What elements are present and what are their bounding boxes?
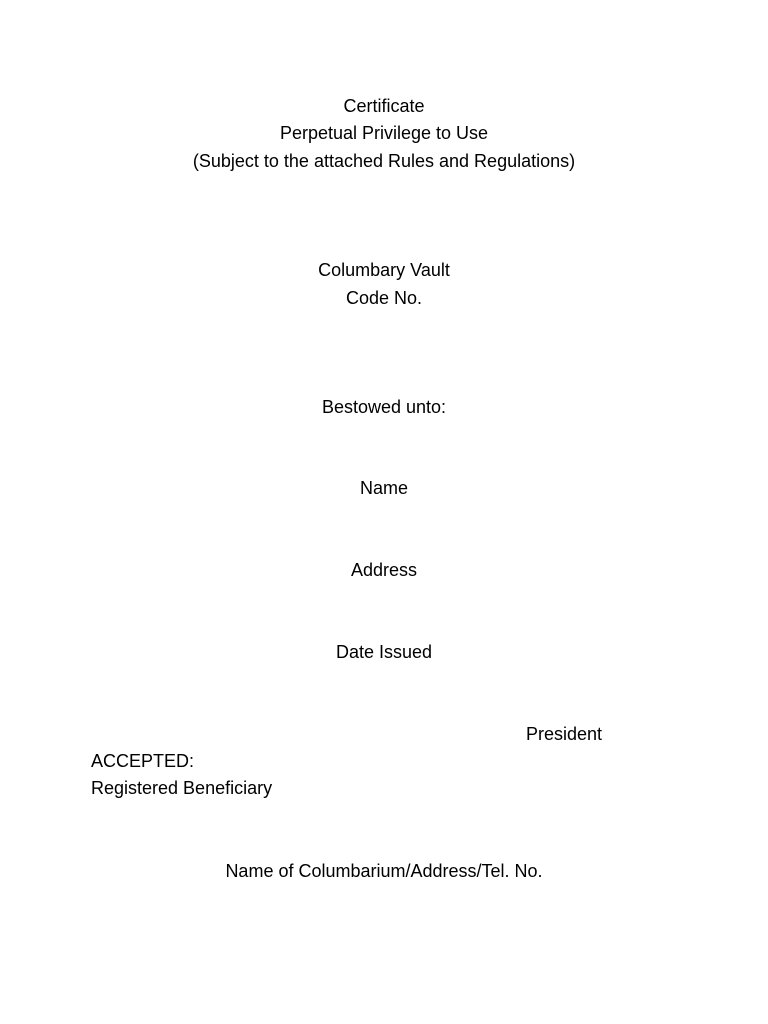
certificate-title: Certificate (343, 96, 425, 116)
accepted-label: ACCEPTED: (91, 751, 195, 771)
columbarium-info: Name of Columbarium/Address/Tel. No. (225, 861, 543, 881)
vault-code-label: Code No. (345, 288, 423, 308)
vault-label: Columbary Vault (318, 260, 450, 280)
certificate-note: (Subject to the attached Rules and Regulations) (192, 151, 576, 171)
bestowed-label: Bestowed unto: (321, 397, 447, 417)
date-issued-label: Date Issued (335, 642, 433, 662)
beneficiary-label: Registered Beneficiary (91, 778, 273, 798)
address-label: Address (350, 560, 418, 580)
president-signature-label: President (526, 724, 603, 744)
name-label: Name (359, 478, 408, 498)
certificate-subtitle: Perpetual Privilege to Use (279, 123, 489, 143)
